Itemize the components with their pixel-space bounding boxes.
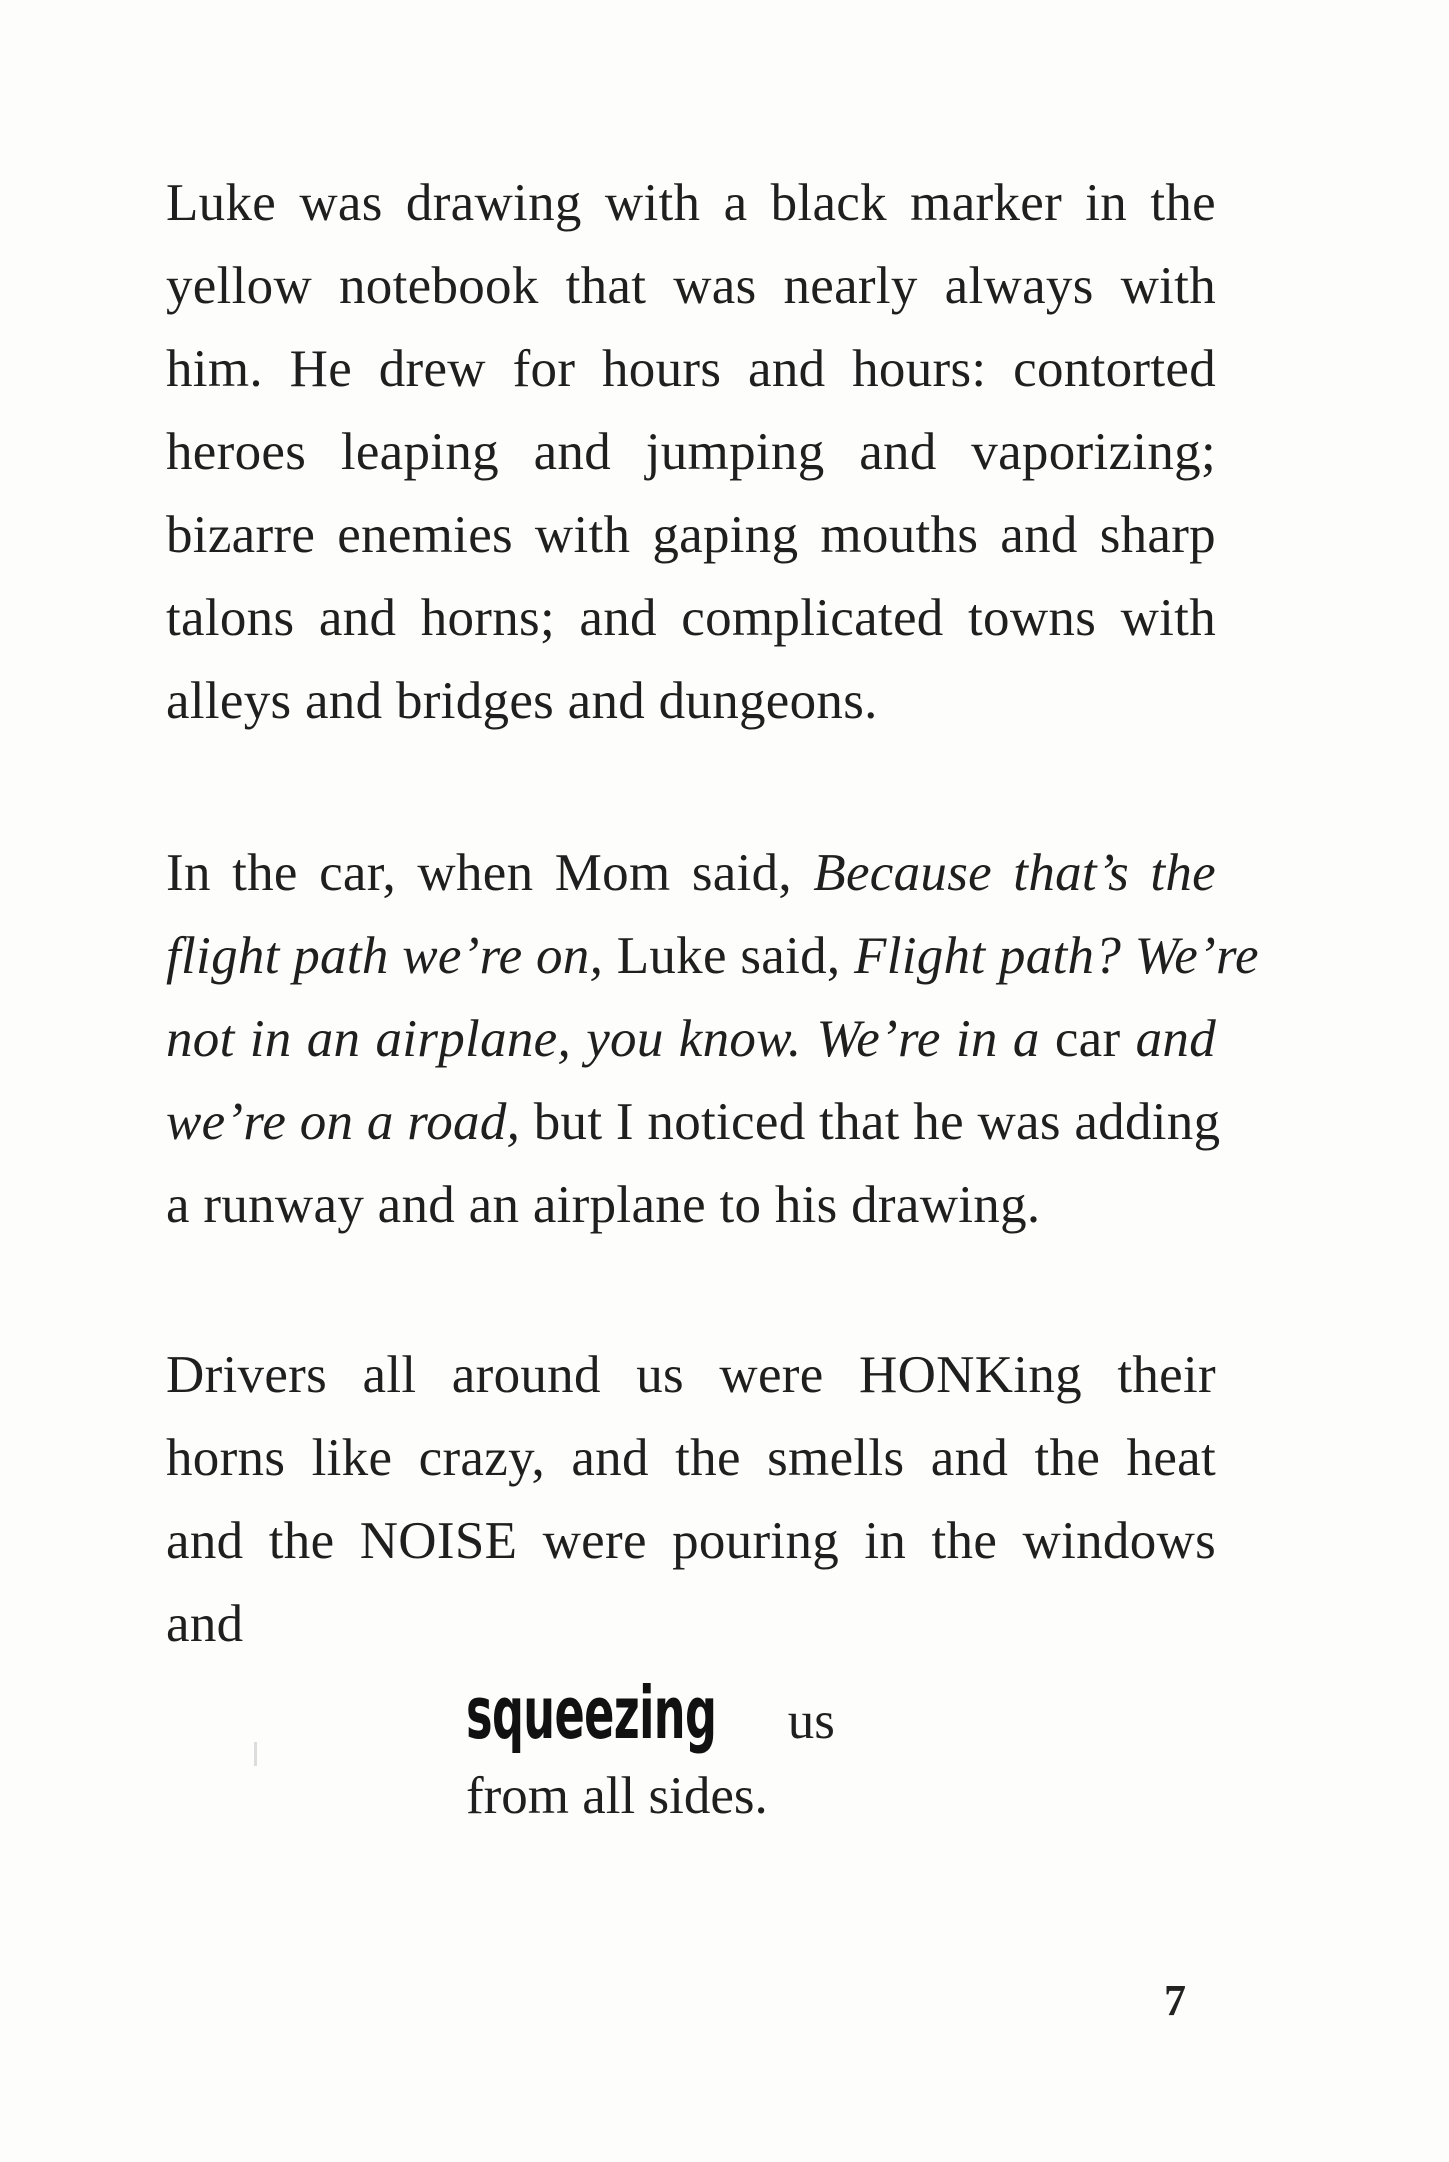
text-line: horns like crazy, and the smells and the heat bbox=[166, 1429, 1216, 1487]
paper-speck bbox=[254, 1742, 257, 1766]
text-line: and bbox=[166, 1595, 244, 1653]
squeezing-display-word: squeezing bbox=[466, 1671, 717, 1755]
italic-segment: Because that’s the bbox=[813, 844, 1216, 902]
text-line: a runway and an airplane to his drawing. bbox=[166, 1176, 1041, 1234]
text-line: Drivers all around us were HONKing their bbox=[166, 1346, 1216, 1404]
text-line bbox=[166, 832, 1216, 915]
text-line: bizarre enemies with gaping mouths and sharp bbox=[166, 506, 1216, 564]
paragraph-honking bbox=[166, 1334, 1216, 1666]
text-segment: In the car, when Mom said, bbox=[166, 844, 814, 902]
text-line bbox=[166, 998, 1216, 1081]
italic-segment: we’re on a road, bbox=[166, 1093, 521, 1151]
text-segment: Luke said, bbox=[603, 927, 855, 985]
page-number: 7 bbox=[1164, 1976, 1186, 2025]
paragraph-flight-path bbox=[166, 832, 1259, 1247]
text-line: talons and horns; and complicated towns with bbox=[166, 589, 1216, 647]
text-segment: car bbox=[1054, 1010, 1121, 1068]
text-segment: us bbox=[787, 1692, 835, 1750]
text-line: him. He drew for hours and hours: contorted bbox=[166, 340, 1216, 398]
squeezing-line bbox=[466, 1672, 835, 1763]
text-line bbox=[166, 915, 1259, 998]
italic-segment: flight path we’re on, bbox=[166, 927, 604, 985]
text-line: heroes leaping and jumping and vaporizing; bbox=[166, 423, 1216, 481]
text-line: and the NOISE were pouring in the windows bbox=[166, 1512, 1216, 1570]
final-line: from all sides. bbox=[466, 1767, 768, 1825]
text-line: alleys and bridges and dungeons. bbox=[166, 672, 878, 730]
italic-segment: not in an airplane, you know. We’re in a bbox=[166, 1010, 1055, 1068]
text-line bbox=[166, 1081, 1221, 1164]
text-line: Luke was drawing with a black marker in the bbox=[166, 174, 1216, 232]
italic-segment: Flight path? We’re bbox=[854, 927, 1259, 985]
italic-segment: and bbox=[1120, 1010, 1217, 1068]
paragraph-luke-drawing bbox=[166, 162, 1216, 743]
text-segment: but I noticed that he was adding bbox=[520, 1093, 1221, 1151]
text-line: yellow notebook that was nearly always with bbox=[166, 257, 1216, 315]
